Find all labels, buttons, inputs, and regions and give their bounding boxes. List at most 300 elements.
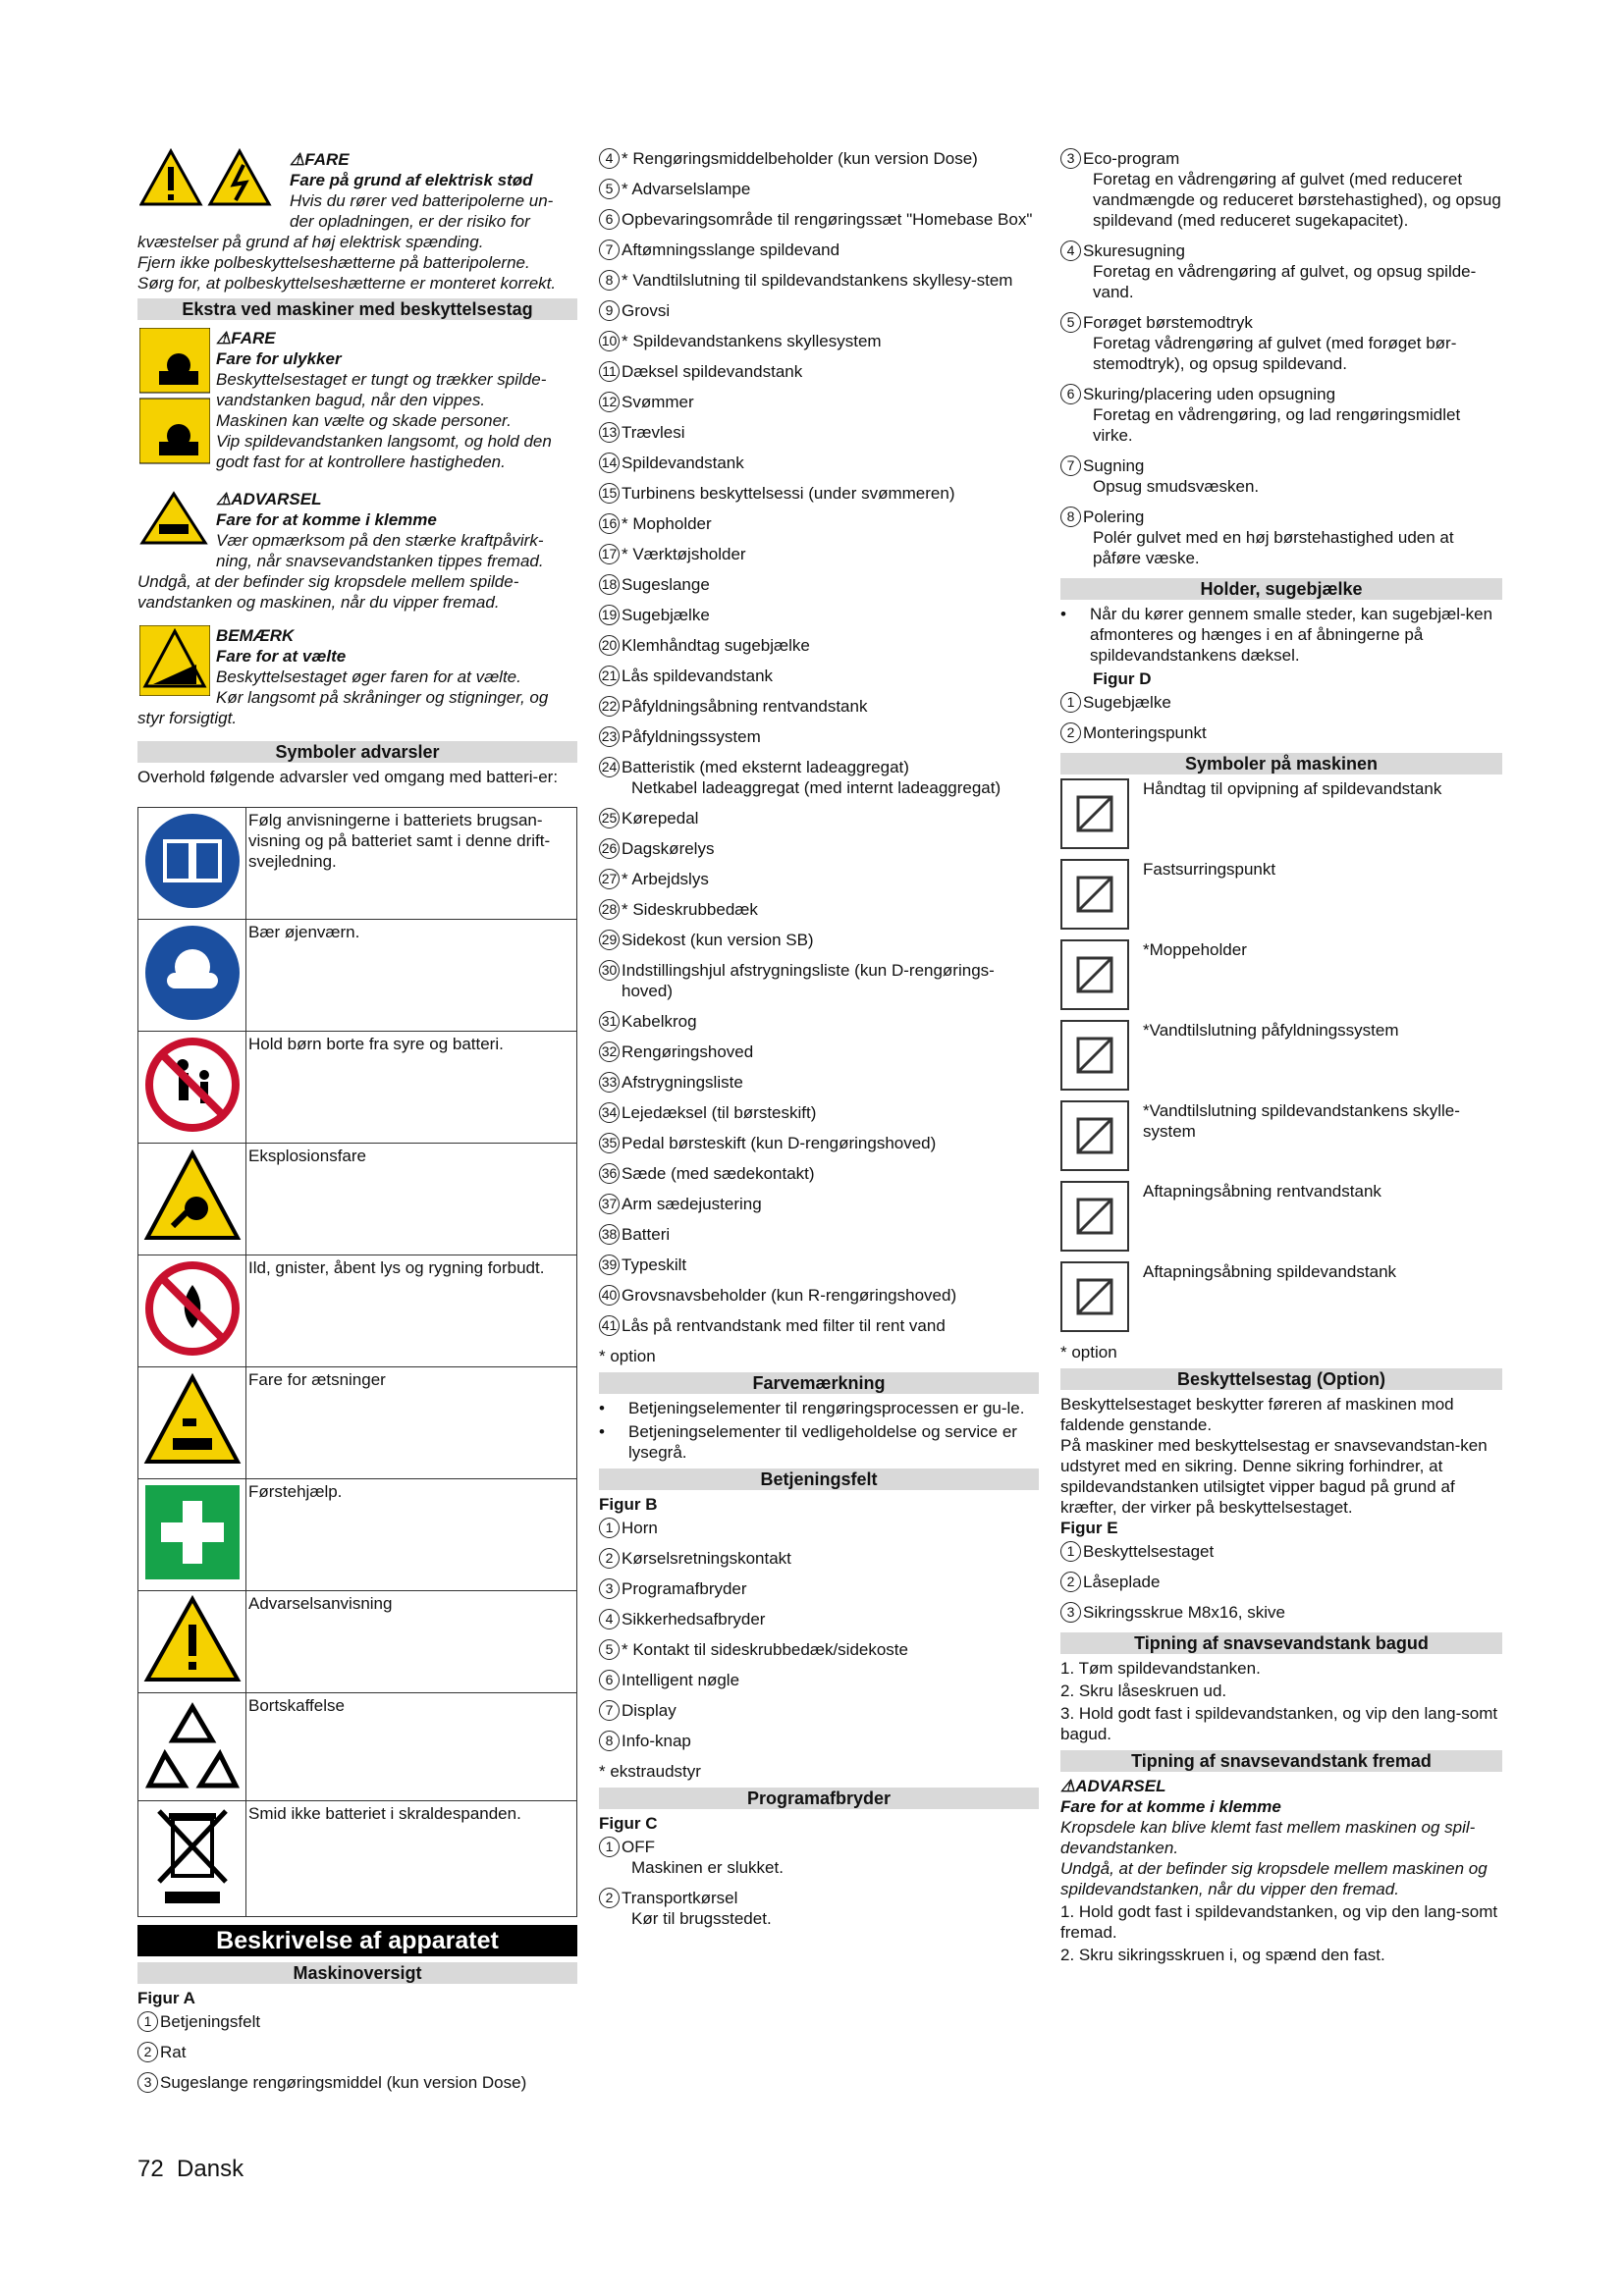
- list-item: [1060, 507, 1502, 568]
- item-number: 7: [1060, 455, 1081, 476]
- symbol-text: *Vandtilslutning spildevandstankens skylle-system: [1143, 1101, 1460, 1141]
- step: 1. Hold godt fast i spildevandstanken, og vip den lang-somt fremad.: [1060, 1902, 1498, 1942]
- symbol-text: Håndtag til opvipning af spildevandstank: [1143, 779, 1442, 798]
- list-item: [599, 1518, 1039, 1538]
- list-item: [599, 240, 1039, 260]
- item-number: 19: [599, 605, 620, 625]
- list-item: [599, 483, 1039, 504]
- item-number: 9: [599, 300, 620, 321]
- list-item: [599, 666, 1039, 686]
- item-number: 31: [599, 1011, 620, 1032]
- section-header: Holder, sugebjælke: [1060, 578, 1502, 600]
- warning-line: ning, når snavsevandstanken tippes fremad.: [216, 552, 544, 570]
- list-item: [599, 1315, 1039, 1336]
- list-item: [599, 1578, 1039, 1599]
- item-text: Indstillingshjul afstrygningsliste (kun D-rengørings-hoved): [622, 961, 995, 1000]
- chapter-header: Beskrivelse af apparatet: [137, 1925, 577, 1956]
- item-number: 16: [599, 513, 620, 534]
- item-number: 17: [599, 544, 620, 564]
- item-text: Dæksel spildevandstank: [622, 362, 803, 381]
- item-text: Polering: [1083, 507, 1145, 526]
- item-text: Låseplade: [1083, 1573, 1161, 1591]
- notice-tipping: [137, 621, 577, 735]
- item-text: Når du kører gennem smalle steder, kan sugebjæl-ken afmonteres og hænges i en af åbningerne på spildevandstankens dæksel.: [1090, 605, 1493, 665]
- list-item: [599, 726, 1039, 747]
- section-header: Programafbryder: [599, 1788, 1039, 1809]
- item-text: Info-knap: [622, 1732, 691, 1750]
- recycle-icon: [143, 1697, 242, 1791]
- warning-line: Hvis du rører ved batteripolerne un-: [290, 191, 554, 210]
- symbol-text: Fastsurringspunkt: [1143, 860, 1276, 879]
- item-number: 10: [599, 331, 620, 351]
- item-text: Sugebjælke: [1083, 693, 1171, 712]
- warning-subtitle: Fare for at komme i klemme: [216, 510, 437, 529]
- item-text: Eco-program: [1083, 149, 1180, 168]
- item-description: Foretag en vådrengøring af gulvet, og opsug spilde-vand.: [1093, 262, 1477, 301]
- symbol-text: Følg anvisningerne i batteriets brugsan-visning og på batteriet samt i denne drift-svejledning.: [246, 808, 577, 920]
- list-item: [599, 1224, 1039, 1245]
- item-text: Aftømningsslange spildevand: [622, 240, 840, 259]
- item-number: 32: [599, 1041, 620, 1062]
- symbol-text: Fare for ætsninger: [246, 1367, 577, 1479]
- section-header: Betjeningsfelt: [599, 1468, 1039, 1490]
- item-text: Rengøringshoved: [622, 1042, 754, 1061]
- warning-symbol-icon: ⚠: [290, 150, 305, 169]
- warning-icon: [143, 1595, 242, 1683]
- item-text: Sikringsskrue M8x16, skive: [1083, 1603, 1285, 1622]
- section-header: Ekstra ved maskiner med beskyttelsestag: [137, 298, 577, 320]
- item-number: 21: [599, 666, 620, 686]
- item-description: Opsug smudsvæsken.: [1093, 477, 1260, 496]
- item-text: Intelligent nøgle: [622, 1671, 740, 1689]
- item-text: Skuring/placering uden opsugning: [1083, 385, 1336, 403]
- list-item: [1060, 148, 1502, 231]
- symbol-text: *Moppeholder: [1143, 940, 1247, 959]
- item-number: 20: [599, 635, 620, 656]
- crush-hazard-icon: [139, 491, 208, 546]
- figure-label: Figur E: [1060, 1519, 1118, 1537]
- item-text: Kabelkrog: [622, 1012, 697, 1031]
- warning-subtitle: Fare for at vælte: [216, 647, 347, 666]
- warning-title: BEMÆRK: [216, 626, 295, 645]
- machine-symbol-row: [1060, 1181, 1502, 1252]
- item-number: 36: [599, 1163, 620, 1184]
- item-number: 13: [599, 422, 620, 443]
- list-item: [1060, 384, 1502, 446]
- item-description: Kør til brugsstedet.: [631, 1909, 772, 1928]
- warning-line: Fjern ikke polbeskyttelseshætterne på batteripolerne.: [137, 253, 530, 272]
- item-number: 4: [1060, 240, 1081, 261]
- warning-symbol-icon: ⚠: [216, 490, 232, 508]
- list-item: [599, 1255, 1039, 1275]
- symbol-text: Smid ikke batteriet i skraldespanden.: [246, 1801, 577, 1917]
- item-text: Arm sædejustering: [622, 1195, 762, 1213]
- item-text: * Vandtilslutning til spildevandstankens skyllesy-stem: [622, 271, 1013, 290]
- list-item: [1060, 1572, 1502, 1592]
- table-row: [138, 1144, 577, 1255]
- machine-symbol-row: [1060, 1100, 1502, 1171]
- table-row: [138, 1479, 577, 1591]
- section-header: Tipning af snavsevandstank bagud: [1060, 1632, 1502, 1654]
- warning-title: FARE: [304, 150, 350, 169]
- item-text: Betjeningsfelt: [160, 2012, 261, 2031]
- item-text: Svømmer: [622, 393, 694, 411]
- warning-accident: [137, 324, 577, 481]
- tilt-hazard-icon: [139, 328, 210, 465]
- symbol-text: Hold børn borte fra syre og batteri.: [246, 1032, 577, 1144]
- item-text: * Mopholder: [622, 514, 712, 533]
- machine-parts-list: [599, 148, 1039, 1336]
- list-item: [137, 2011, 577, 2032]
- item-description: Maskinen er slukket.: [631, 1858, 784, 1877]
- item-text: Batteristik (med eksternt ladeaggregat): [622, 758, 909, 776]
- paragraph: Beskyttelsestaget beskytter føreren af maskinen mod faldende genstande.: [1060, 1395, 1454, 1434]
- item-text: Batteri: [622, 1225, 671, 1244]
- item-number: 5: [599, 179, 620, 199]
- item-text: Sugebjælke: [622, 606, 710, 624]
- list-item: [599, 635, 1039, 656]
- item-text: Grovsi: [622, 301, 671, 320]
- list-item: [599, 270, 1039, 291]
- drain-dirty-icon: [1060, 1261, 1129, 1332]
- list-item: [1060, 1602, 1502, 1623]
- warning-title: ADVARSEL: [231, 490, 322, 508]
- first-aid-icon: [143, 1483, 242, 1581]
- item-text: Horn: [622, 1519, 658, 1537]
- mop-holder-icon: [1060, 939, 1129, 1010]
- item-number: 8: [599, 270, 620, 291]
- item-number: 8: [1060, 507, 1081, 527]
- item-text: * Værktøjsholder: [622, 545, 746, 563]
- symbol-text: Ild, gnister, åbent lys og rygning forbudt.: [246, 1255, 577, 1367]
- list-item: [599, 544, 1039, 564]
- item-description: Foretag en vådrengøring, og lad rengøringsmidlet virke.: [1093, 405, 1461, 445]
- item-text: Lejedæksel (til børsteskift): [622, 1103, 817, 1122]
- item-number: 3: [1060, 1602, 1081, 1623]
- list-item: [599, 1072, 1039, 1093]
- symbol-text: Førstehjælp.: [246, 1479, 577, 1591]
- table-row: [138, 1032, 577, 1144]
- item-text: Monteringspunkt: [1083, 723, 1207, 742]
- list-item: [599, 930, 1039, 950]
- section-header: Maskinoversigt: [137, 1962, 577, 1984]
- item-number: 18: [599, 574, 620, 595]
- item-number: 26: [599, 838, 620, 859]
- list-item: [599, 513, 1039, 534]
- warning-line: Kropsdele kan blive klemt fast mellem maskinen og spil-devandstanken.: [1060, 1818, 1476, 1857]
- machine-symbol-row: [1060, 1020, 1502, 1091]
- item-number: 8: [599, 1731, 620, 1751]
- drain-clean-icon: [1060, 1181, 1129, 1252]
- no-fire-icon: [143, 1259, 242, 1358]
- list-item: • Når du kører gennem smalle steder, kan sugebjæl-ken afmonteres og hænges i en af åbningerne på spildevandstankens dæksel.: [1060, 604, 1502, 666]
- machine-symbol-row: [1060, 1261, 1502, 1332]
- item-number: 1: [1060, 1541, 1081, 1562]
- list-item: [599, 300, 1039, 321]
- item-number: 39: [599, 1255, 620, 1275]
- section-header: Tipning af snavsevandstank fremad: [1060, 1750, 1502, 1772]
- item-number: 6: [1060, 384, 1081, 404]
- list-item: [599, 1011, 1039, 1032]
- item-number: 1: [137, 2011, 158, 2032]
- symbol-text: Advarselsanvisning: [246, 1591, 577, 1693]
- item-text: Forøget børstemodtryk: [1083, 313, 1253, 332]
- item-number: 28: [599, 899, 620, 920]
- section-header: Symboler på maskinen: [1060, 753, 1502, 774]
- list-item: [599, 331, 1039, 351]
- warning-icon: [139, 147, 287, 208]
- list-item: [599, 453, 1039, 473]
- item-text: Dagskørelys: [622, 839, 715, 858]
- machine-symbol-row: [1060, 939, 1502, 1010]
- warning-line: Kør langsomt på skråninger og stigninger, og: [216, 688, 549, 707]
- tipping-hazard-icon: [139, 625, 210, 696]
- item-number: 2: [1060, 722, 1081, 743]
- item-number: 29: [599, 930, 620, 950]
- list-item: [599, 179, 1039, 199]
- item-text: Kørselsretningskontakt: [622, 1549, 791, 1568]
- warning-line: Beskyttelsestaget øger faren for at vælte.: [216, 667, 521, 686]
- rinse-icon: [1060, 1100, 1129, 1171]
- figure-label: Figur D: [1093, 669, 1152, 688]
- item-text: Transportkørsel: [622, 1889, 738, 1907]
- tilt-handle-icon: [1060, 778, 1129, 849]
- explosion-icon: [143, 1148, 242, 1246]
- chain-icon: [1060, 859, 1129, 930]
- item-number: 5: [1060, 312, 1081, 333]
- item-text: Trævlesi: [622, 423, 685, 442]
- warning-line: Vær opmærksom på den stærke kraftpåvirk-: [216, 531, 544, 550]
- symbols-intro: Overhold følgende advarsler ved omgang med batteri-er:: [137, 768, 559, 786]
- item-text: Beskyttelsestaget: [1083, 1542, 1215, 1561]
- item-text: Programafbryder: [622, 1579, 747, 1598]
- item-number: 30: [599, 960, 620, 981]
- extra-note: * ekstraudstyr: [599, 1762, 701, 1781]
- item-number: 6: [599, 1670, 620, 1690]
- list-item: [599, 1837, 1039, 1878]
- item-text: Lås spildevandstank: [622, 667, 774, 685]
- item-number: 12: [599, 392, 620, 412]
- warning-line: Undgå, at der befinder sig kropsdele mellem spilde-: [137, 572, 519, 591]
- step: 1. Tøm spildevandstanken.: [1060, 1659, 1261, 1678]
- list-item: [599, 1670, 1039, 1690]
- item-text: Sæde (med sædekontakt): [622, 1164, 815, 1183]
- control-panel-list: [599, 1518, 1039, 1751]
- figure-label: Figur B: [599, 1495, 658, 1514]
- option-note: * option: [599, 1347, 656, 1365]
- item-number: 11: [599, 361, 620, 382]
- language-label: Dansk: [177, 2156, 244, 2182]
- list-item: [599, 1285, 1039, 1306]
- item-number: 2: [137, 2042, 158, 2062]
- item-text: * Kontakt til sideskrubbedæk/sidekoste: [622, 1640, 908, 1659]
- item-text: OFF: [622, 1838, 655, 1856]
- warning-title: FARE: [231, 329, 276, 347]
- list-item: [599, 1639, 1039, 1660]
- item-number: 38: [599, 1224, 620, 1245]
- warning-line: kvæstelser på grund af høj elektrisk spænding.: [137, 233, 484, 251]
- list-item: [137, 2042, 577, 2062]
- list-item: [599, 1700, 1039, 1721]
- item-number: 24: [599, 757, 620, 777]
- item-text: * Arbejdslys: [622, 870, 709, 888]
- column-right: [1060, 145, 1502, 1967]
- warning-line: Beskyttelsestaget er tungt og trækker spilde-: [216, 370, 547, 389]
- list-item: [1060, 240, 1502, 302]
- no-children-icon: [143, 1036, 242, 1134]
- page-number: 72: [137, 2156, 164, 2182]
- item-text: Lås på rentvandstank med filter til rent vand: [622, 1316, 946, 1335]
- column-left: [137, 145, 577, 2103]
- list-item: [599, 808, 1039, 828]
- symbol-text: Eksplosionsfare: [246, 1144, 577, 1255]
- list-item: [599, 757, 1039, 798]
- list-item: [599, 392, 1039, 412]
- table-row: [138, 1801, 577, 1917]
- item-number: 22: [599, 696, 620, 717]
- machine-symbols-list: [1060, 778, 1502, 1332]
- item-text: Klemhåndtag sugebjælke: [622, 636, 810, 655]
- warning-subtitle: Fare for ulykker: [216, 349, 342, 368]
- item-number: 3: [599, 1578, 620, 1599]
- item-number: 41: [599, 1315, 620, 1336]
- symbol-text: Aftapningsåbning rentvandstank: [1143, 1182, 1381, 1201]
- warning-subtitle: Fare for at komme i klemme: [1060, 1797, 1281, 1816]
- table-row: [138, 1693, 577, 1801]
- list-item: [1060, 722, 1502, 743]
- item-number: 2: [599, 1888, 620, 1908]
- warning-line: styr forsigtigt.: [137, 709, 238, 727]
- warning-electric: [137, 145, 577, 293]
- item-number: 15: [599, 483, 620, 504]
- item-text: Sidekost (kun version SB): [622, 931, 814, 949]
- item-description: Polér gulvet med en høj børstehastighed uden at påføre væske.: [1093, 528, 1454, 567]
- table-row: [138, 808, 577, 920]
- table-row: [138, 1255, 577, 1367]
- list-item: [599, 209, 1039, 230]
- no-bin-icon: [143, 1805, 242, 1907]
- item-number: 1: [1060, 692, 1081, 713]
- item-text: Turbinens beskyttelsessi (under svømmeren): [622, 484, 955, 503]
- list-item: [599, 361, 1039, 382]
- list-item: • Betjeningselementer til rengøringsprocessen er gu-le.: [599, 1399, 1025, 1417]
- list-item: • Betjeningselementer til vedligeholdelse og service er lysegrå.: [599, 1421, 1039, 1463]
- symbol-text: Bær øjenværn.: [246, 920, 577, 1032]
- list-item: [599, 960, 1039, 1001]
- list-item: [1060, 1541, 1502, 1562]
- item-text: * Advarselslampe: [622, 180, 751, 198]
- list-item: [1060, 692, 1502, 713]
- item-text: Kørepedal: [622, 809, 699, 828]
- list-item: [599, 838, 1039, 859]
- item-text: Opbevaringsområde til rengøringssæt "Homebase Box": [622, 210, 1033, 229]
- item-text: Grovsnavsbeholder (kun R-rengøringshoved): [622, 1286, 957, 1305]
- item-text: * Rengøringsmiddelbeholder (kun version Dose): [622, 149, 978, 168]
- item-number: 1: [599, 1518, 620, 1538]
- item-text: Påfyldningsåbning rentvandstank: [622, 697, 868, 716]
- symbol-text: *Vandtilslutning påfyldningssystem: [1143, 1021, 1399, 1040]
- list-item: [599, 899, 1039, 920]
- list-item: [599, 1888, 1039, 1929]
- item-number: 25: [599, 808, 620, 828]
- battery-symbols-table: [137, 807, 577, 1917]
- item-number: 14: [599, 453, 620, 473]
- item-text: Påfyldningssystem: [622, 727, 761, 746]
- warning-line: Maskinen kan vælte og skade personer.: [216, 411, 512, 430]
- manual-icon: [143, 812, 242, 910]
- list-item: [599, 1163, 1039, 1184]
- step: 3. Hold godt fast i spildevandstanken, og vip den lang-somt bagud.: [1060, 1704, 1498, 1743]
- warning-crush: [137, 485, 577, 617]
- item-description: Foretag en vådrengøring af gulvet (med reduceret vandmængde og reduceret børstehastighed), og opsug spildevand (med reduceret sugekapacitet).: [1093, 170, 1501, 230]
- item-number: 23: [599, 726, 620, 747]
- list-item: [599, 1041, 1039, 1062]
- item-text: Typeskilt: [622, 1255, 687, 1274]
- item-text: * Spildevandstankens skyllesystem: [622, 332, 882, 350]
- list-item: [1060, 455, 1502, 497]
- list-item: [599, 1194, 1039, 1214]
- list-item: [599, 1133, 1039, 1153]
- symbol-text: Bortskaffelse: [246, 1693, 577, 1801]
- item-number: 33: [599, 1072, 620, 1093]
- item-text: Afstrygningsliste: [622, 1073, 743, 1092]
- item-number: 3: [1060, 148, 1081, 169]
- option-note: * option: [1060, 1343, 1117, 1362]
- list-item: [599, 696, 1039, 717]
- section-header: Beskyttelsestag (Option): [1060, 1368, 1502, 1390]
- list-item: [599, 1731, 1039, 1751]
- item-text: Sugeslange rengøringsmiddel (kun version Dose): [160, 2073, 527, 2092]
- list-item: [599, 574, 1039, 595]
- warning-symbol-icon: ⚠: [216, 329, 232, 347]
- item-number: 2: [1060, 1572, 1081, 1592]
- warning-line: Undgå, at der befinder sig kropsdele mellem maskinen og spildevandstanken, når du vipper den fremad.: [1060, 1859, 1488, 1898]
- goggles-icon: [143, 924, 242, 1022]
- item-number: 7: [599, 240, 620, 260]
- symbol-text: Aftapningsåbning spildevandstank: [1143, 1262, 1397, 1281]
- warning-line: Vip spildevandstanken langsomt, og hold den: [216, 432, 552, 451]
- warning-subtitle: Fare på grund af elektrisk stød: [290, 171, 533, 189]
- page-footer: [137, 2156, 244, 2183]
- machine-symbol-row: [1060, 859, 1502, 930]
- item-number: 6: [599, 209, 620, 230]
- step: 2. Skru låseskruen ud.: [1060, 1682, 1227, 1700]
- list-item: [599, 1548, 1039, 1569]
- item-text: Betjeningselementer til vedligeholdelse og service er lysegrå.: [628, 1422, 1017, 1462]
- corrosive-icon: [143, 1371, 242, 1469]
- warning-line: Sørg for, at polbeskyttelseshætterne er monteret korrekt.: [137, 274, 557, 293]
- table-row: [138, 1591, 577, 1693]
- item-text: * Sideskrubbedæk: [622, 900, 758, 919]
- warning-symbol-icon: ⚠: [1060, 1777, 1076, 1795]
- warning-line: vandstanken bagud, når den vippes.: [216, 391, 486, 409]
- item-number: 7: [599, 1700, 620, 1721]
- warning-line: vandstanken og maskinen, når du vipper fremad.: [137, 593, 500, 612]
- item-text: Sugeslange: [622, 575, 710, 594]
- list-item: [599, 605, 1039, 625]
- item-number: 4: [599, 148, 620, 169]
- list-item: [137, 2072, 577, 2093]
- item-text: Rat: [160, 2043, 187, 2061]
- item-number: 27: [599, 869, 620, 889]
- program-list: [1060, 148, 1502, 568]
- item-number: 40: [599, 1285, 620, 1306]
- item-description: Netkabel ladeaggregat (med internt ladeaggregat): [631, 778, 1001, 797]
- item-number: 4: [599, 1609, 620, 1629]
- list-item: [599, 1609, 1039, 1629]
- item-number: 37: [599, 1194, 620, 1214]
- column-middle: [599, 145, 1039, 1939]
